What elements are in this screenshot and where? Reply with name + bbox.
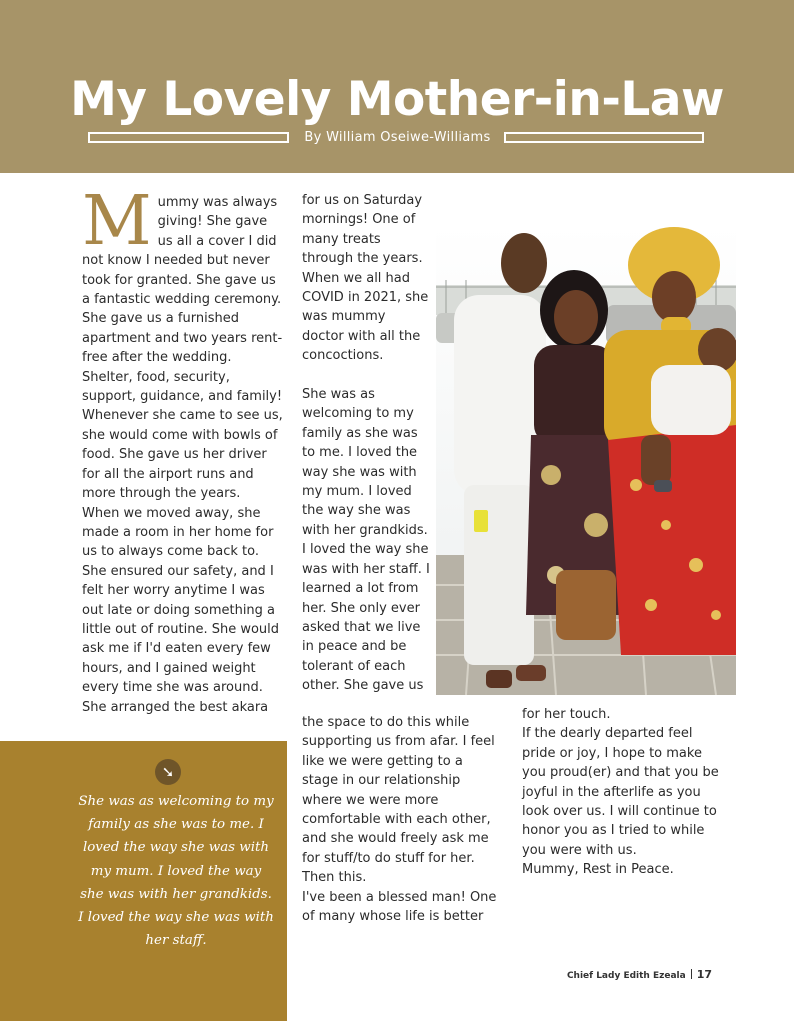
article-column-2-bottom bbox=[302, 713, 502, 926]
paragraph: Mummy, Rest in Peace. bbox=[522, 862, 674, 878]
byline: By William Oseiwe-Williams bbox=[304, 130, 491, 145]
article-column-2-top bbox=[302, 191, 430, 696]
paragraph: the space to do this while supporting us from afar. I feel like we were getting to a stage in our relationship where we were more comfortable with each other, and she would freely ask me for stuff/to do stuff for her. Then this. bbox=[302, 715, 495, 886]
footer-divider bbox=[691, 969, 692, 979]
arrow-down-left-icon: ➘ bbox=[155, 759, 181, 785]
footer-name: Chief Lady Edith Ezeala bbox=[566, 971, 686, 981]
byline-row bbox=[88, 129, 706, 149]
paragraph: She was as welcoming to my family as she was to me. I loved the way she was with my mum. I loved the way she was with her grandkids. I loved the way she was with her staff. I learned a lot from her. She only ever asked that we live in peace and be tolerant of each other. She gave us bbox=[302, 387, 430, 694]
paragraph: If the dearly departed feel pride or joy, I hope to make you proud(er) and that you be joyful in the afterlife as you look over us. I will continue to honor you as I tried to while you were with us. bbox=[522, 726, 719, 858]
drop-cap: M bbox=[82, 182, 152, 261]
paragraph: ummy was always giving! She gave us all a cover I did not know I needed but never took for granted. She gave us a fantastic wedding ceremony. She gave us a furnished apartment and two years rent-free after the wedding. Shelter, food, security, support, guidance, and family! bbox=[82, 195, 283, 405]
paragraph: for us on Saturday mornings! One of many treats through the years. When we all had COVID in 2021, she was mummy doctor with all the concoctions. bbox=[302, 193, 429, 364]
pull-quote: She was as welcoming to my family as she was to me. I loved the way she was with my mum. I loved the way she was with her grandkids. I loved the way she was with her staff. bbox=[78, 794, 274, 949]
paragraph: for her touch. bbox=[522, 707, 611, 722]
family-photo bbox=[436, 225, 736, 695]
byline-rule-left bbox=[88, 132, 289, 143]
article-column-1 bbox=[82, 182, 284, 717]
page-title: My Lovely Mother-in-Law bbox=[70, 72, 724, 127]
page-footer bbox=[500, 968, 712, 983]
page-number: 17 bbox=[696, 968, 712, 981]
byline-rule-right bbox=[504, 132, 704, 143]
article-column-3 bbox=[522, 705, 727, 880]
paragraph: Whenever she came to see us, she would come with bowls of food. She gave us her driver for all the airport runs and more through the years. bbox=[82, 408, 283, 502]
paragraph: I've been a blessed man! One of many whose life is better bbox=[302, 889, 497, 925]
paragraph: When we moved away, she made a room in her home for us to always come back to. She ensured our safety, and I felt her worry anytime I was out late or doing something a little out of routine. She would ask me if I'd eaten every few hours, and I gained weight every time she was around. She arranged the best akara bbox=[82, 505, 280, 715]
header-banner bbox=[0, 0, 794, 173]
